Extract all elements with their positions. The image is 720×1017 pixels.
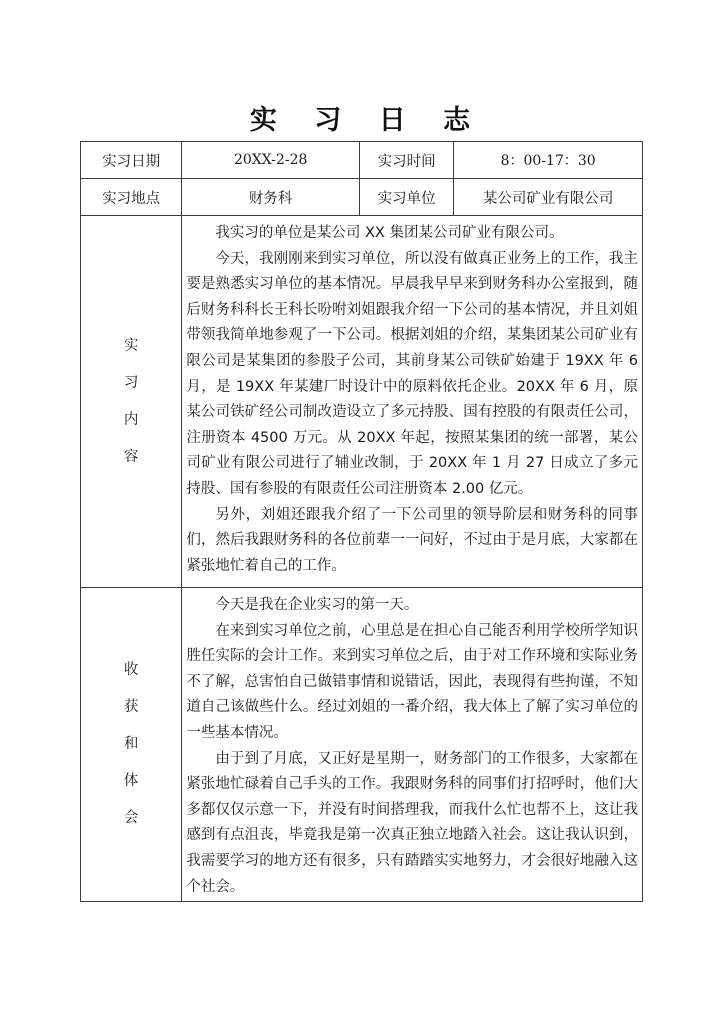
reflection-paragraph: 在来到实习单位之前，心里总是在担心自己能否利用学校所学知识胜任实际的会计工作。来到实习单位之后，由于对工作环境和实际业务不了解，总害怕自己做错事情和说错话，因此，表现得有些拘谨，不知道自己该做些什么。经过刘姐的一番介绍，我大体上了解了实习单位的一些基本情况。 — [186, 622, 638, 741]
time-label: 实习时间 — [359, 142, 453, 179]
label-char: 和 — [123, 736, 139, 752]
unit-label: 实习单位 — [359, 179, 453, 216]
reflection-paragraph: 由于到了月底，又正好是星期一，财务部门的工作很多，大家都在紧张地忙碌着自己手头的工作。我跟财务科的同事们打招呼时，他们大多都仅仅示意一下，并没有时间搭理我，而我什么忙也帮不上，这让我感到有点沮丧，毕竟我是第一次真正独立地踏入社会。这让我认识到，我需要学习的地方还有很多，只有踏踏实实地努力，才会很好地融入这个社会。 — [186, 750, 638, 895]
reflection-paragraph: 今天是我在企业实习的第一天。 — [215, 597, 419, 613]
label-char: 获 — [123, 699, 139, 715]
content-text-cell — [182, 216, 643, 588]
place-label: 实习地点 — [81, 179, 182, 216]
label-char: 容 — [123, 448, 139, 465]
label-char: 会 — [123, 810, 139, 826]
date-value: 20XX-2-28 — [182, 142, 360, 179]
reflection-section-label — [81, 588, 182, 902]
label-char: 内 — [123, 411, 139, 428]
content-section-label — [81, 216, 182, 588]
label-char: 习 — [123, 374, 139, 391]
reflection-text-cell — [182, 588, 643, 902]
date-label: 实习日期 — [81, 142, 182, 179]
page-title: 实 习 日 志 — [249, 105, 485, 136]
reflection-row — [81, 588, 643, 902]
place-value: 财务科 — [182, 179, 360, 216]
content-paragraph: 今天，我刚刚来到实习单位，所以没有做真正业务上的工作，我主要是熟悉实习单位的基本情况。早晨我早早来到财务科办公室报到，随后财务科科长王科长吩咐刘姐跟我介绍一下公司的基本情况，并且刘姐带领我简单地参观了一下公司。根据刘姐的介绍，某集团某公司矿业有限公司是某集团的参股子公司，其前身某公司铁矿始建于 19XX 年 6 月，是 19XX 年某建厂时设计中的原料依托企业。20XX 年 6 月，原某公司铁矿经公司制改造设立了多元持股、国有控股的有限责任公司，注册资本 4500 万元。从 20XX 年起，按照某集团的统一部署，某公司矿业有限公司进行了辅业改制，于 20XX 年 1 月 27 日成立了多元持股、国有参股的有限责任公司注册资本 2.00 亿元。 — [186, 250, 638, 497]
label-char: 体 — [123, 773, 139, 789]
unit-value: 某公司矿业有限公司 — [454, 179, 643, 216]
place-unit-row — [81, 179, 643, 216]
time-value: 8：00-17：30 — [454, 142, 643, 179]
date-time-row — [81, 142, 643, 179]
label-char: 实 — [123, 337, 139, 354]
label-char: 收 — [123, 662, 139, 678]
content-paragraph: 我实习的单位是某公司 XX 集团某公司矿业有限公司。 — [215, 225, 564, 241]
content-paragraph: 另外，刘姐还跟我介绍了一下公司里的领导阶层和财务科的同事们，然后我跟财务科的各位前辈一一问好，不过由于是月底，大家都在紧张地忙着自己的工作。 — [186, 506, 638, 574]
internship-log-table — [80, 141, 643, 902]
content-row — [81, 216, 643, 588]
